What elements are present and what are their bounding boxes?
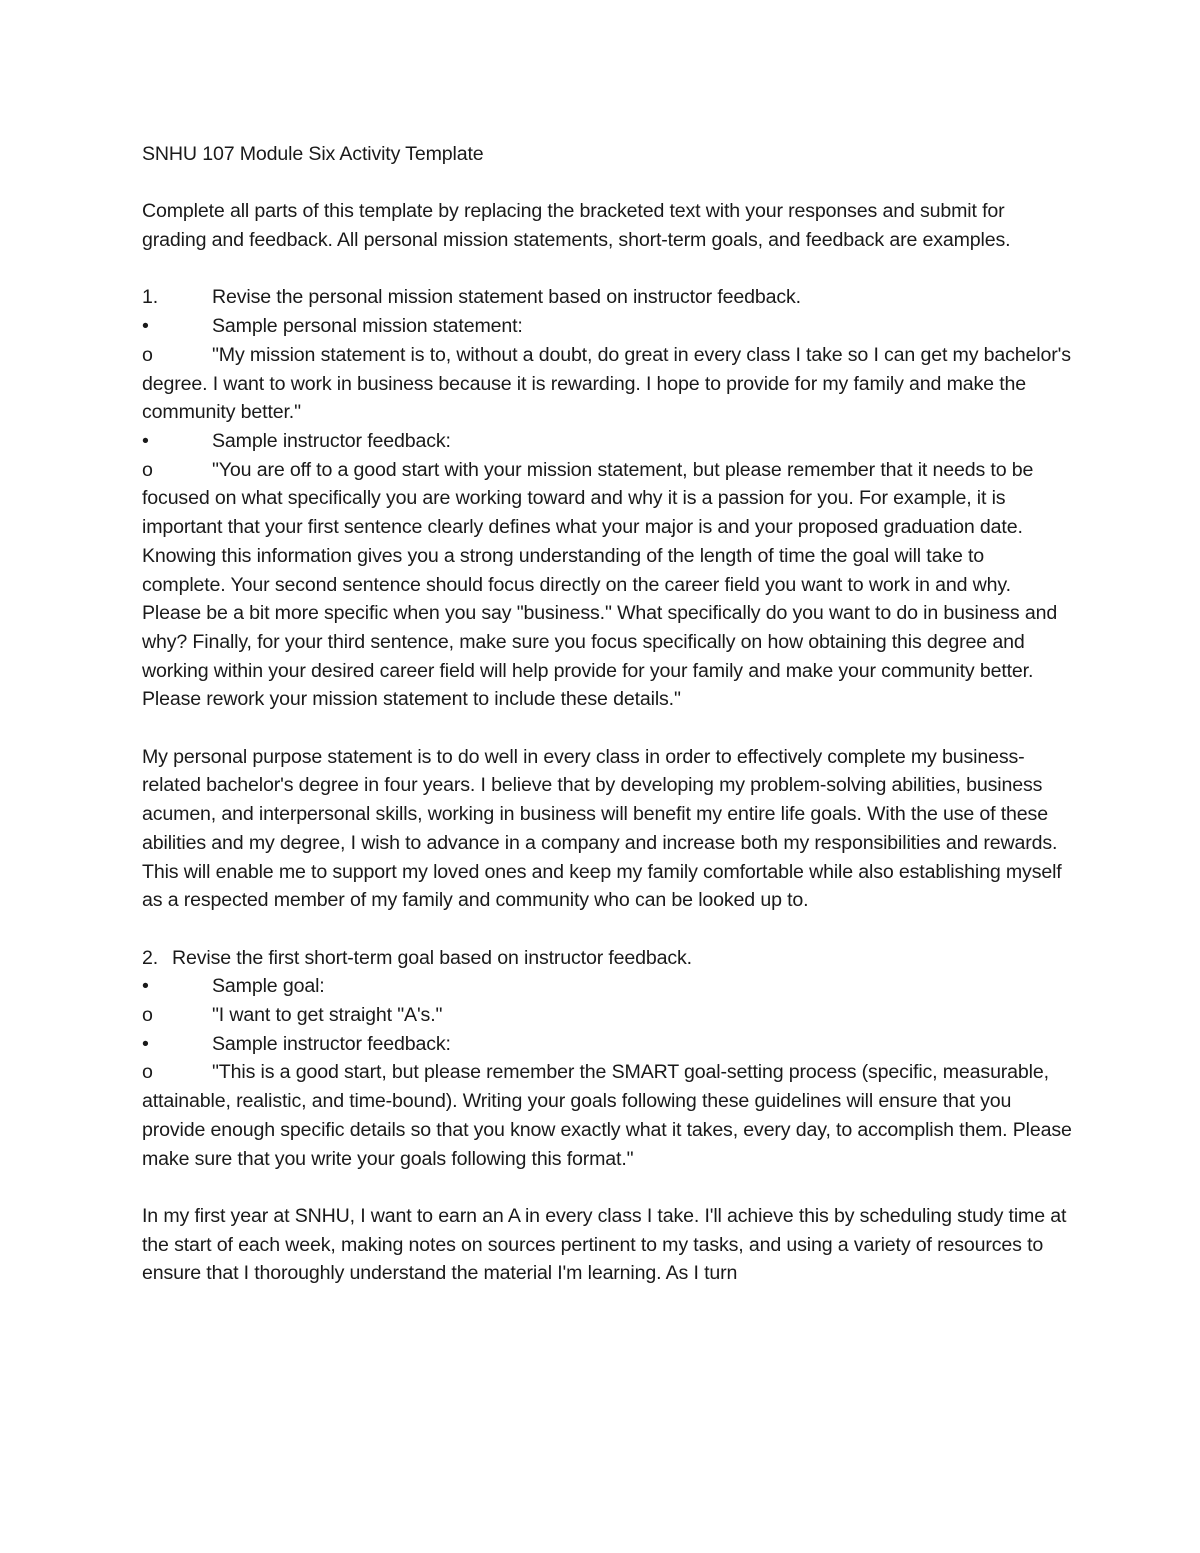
section1-sample-feedback (142, 456, 1072, 714)
section1-bullet-feedback (142, 427, 1072, 456)
section2-number: 2. (142, 946, 159, 969)
sub-bullet-marker: o (142, 1061, 153, 1084)
bullet-label: Sample goal: (212, 975, 325, 998)
document-title: SNHU 107 Module Six Activity Template (142, 143, 484, 165)
sample-goal-text: "I want to get straight "A's." (212, 1004, 443, 1027)
section1-sample-mission (142, 341, 1072, 427)
spacer (142, 255, 1072, 284)
bullet-label: Sample personal mission statement: (212, 315, 523, 338)
bullet-marker: • (142, 975, 149, 998)
spacer (142, 714, 1072, 743)
bullet-marker: • (142, 430, 149, 452)
section1-response: My personal purpose statement is to do well in every class in order to effectively complete my business-related bachelor's degree in four years. I believe that by developing my problem-solving abilities, business acumen, and interpersonal skills, working in business will benefit my entire life goals. With the use of these abilities and my degree, I wish to advance in a company and increase both my responsibilities and rewards. This will enable me to support my loved ones and keep my family comfortable while also establishing myself as a respected member of my family and community who can be looked up to. (142, 745, 1062, 912)
document-page (142, 140, 1072, 1288)
intro-paragraph: Complete all parts of this template by replacing the bracketed text with your responses and submit for grading and feedback. All personal mission statements, short-term goals, and feedback are examples. (142, 200, 1011, 252)
section2-bullet-feedback (142, 1030, 1072, 1059)
bullet-label: Sample instructor feedback: (212, 1032, 451, 1055)
section1-number: 1. (142, 286, 159, 309)
sub-bullet-marker: o (142, 458, 153, 481)
sample-feedback-text: "You are off to a good start with your mission statement, but please remember that it needs to be focused on what specifically you are working toward and why it is a passion for you. For example, it is important that your first sentence clearly defines what your major is and your proposed graduation date. Knowing this information gives you a strong understanding of the length of time the goal will take to complete. Your second sentence should focus directly on the career field you want to work in and why. Please be a bit more specific when you say "business." What specifically do you want to do in business and why? Finally, for your third sentence, make sure you focus specifically on how obtaining this degree and working within your desired career field will help provide for your family and make your community better. Please rework your mission statement to include these details." (142, 458, 1058, 711)
section2-sample-feedback (142, 1058, 1072, 1173)
bullet-label: Sample instructor feedback: (212, 430, 451, 452)
section1-heading (142, 283, 1072, 312)
spacer (142, 915, 1072, 944)
section2-sample-goal (142, 1001, 1072, 1030)
spacer (142, 1173, 1072, 1202)
section1-heading-text: Revise the personal mission statement based on instructor feedback. (212, 286, 801, 309)
section1-bullet-mission (142, 312, 1072, 341)
sub-bullet-marker: o (142, 1004, 153, 1027)
spacer (142, 169, 1072, 198)
bullet-marker: • (142, 315, 149, 338)
section2-response: In my first year at SNHU, I want to earn an A in every class I take. I'll achieve this by scheduling study time at the start of each week, making notes on sources pertinent to my tasks, and using a variety of resources to ensure that I thoroughly understand the material I'm learning. As I turn (142, 1204, 1067, 1285)
sub-bullet-marker: o (142, 343, 153, 366)
section2-bullet-goal (142, 972, 1072, 1001)
section2-heading (142, 944, 1072, 973)
section2-heading-text: Revise the first short-term goal based on instructor feedback. (172, 946, 692, 969)
sample-mission-text: "My mission statement is to, without a doubt, do great in every class I take so I can get my bachelor's degree. I want to work in business because it is rewarding. I hope to provide for my family and make the community better." (142, 343, 1071, 424)
bullet-marker: • (142, 1032, 149, 1055)
sample-feedback-text: "This is a good start, but please remember the SMART goal-setting process (specific, measurable, attainable, realistic, and time-bound). Writing your goals following these guidelines will ensure that you provide enough specific details so that you know exactly what it takes, every day, to accomplish them. Please make sure that you write your goals following this format." (142, 1061, 1072, 1170)
